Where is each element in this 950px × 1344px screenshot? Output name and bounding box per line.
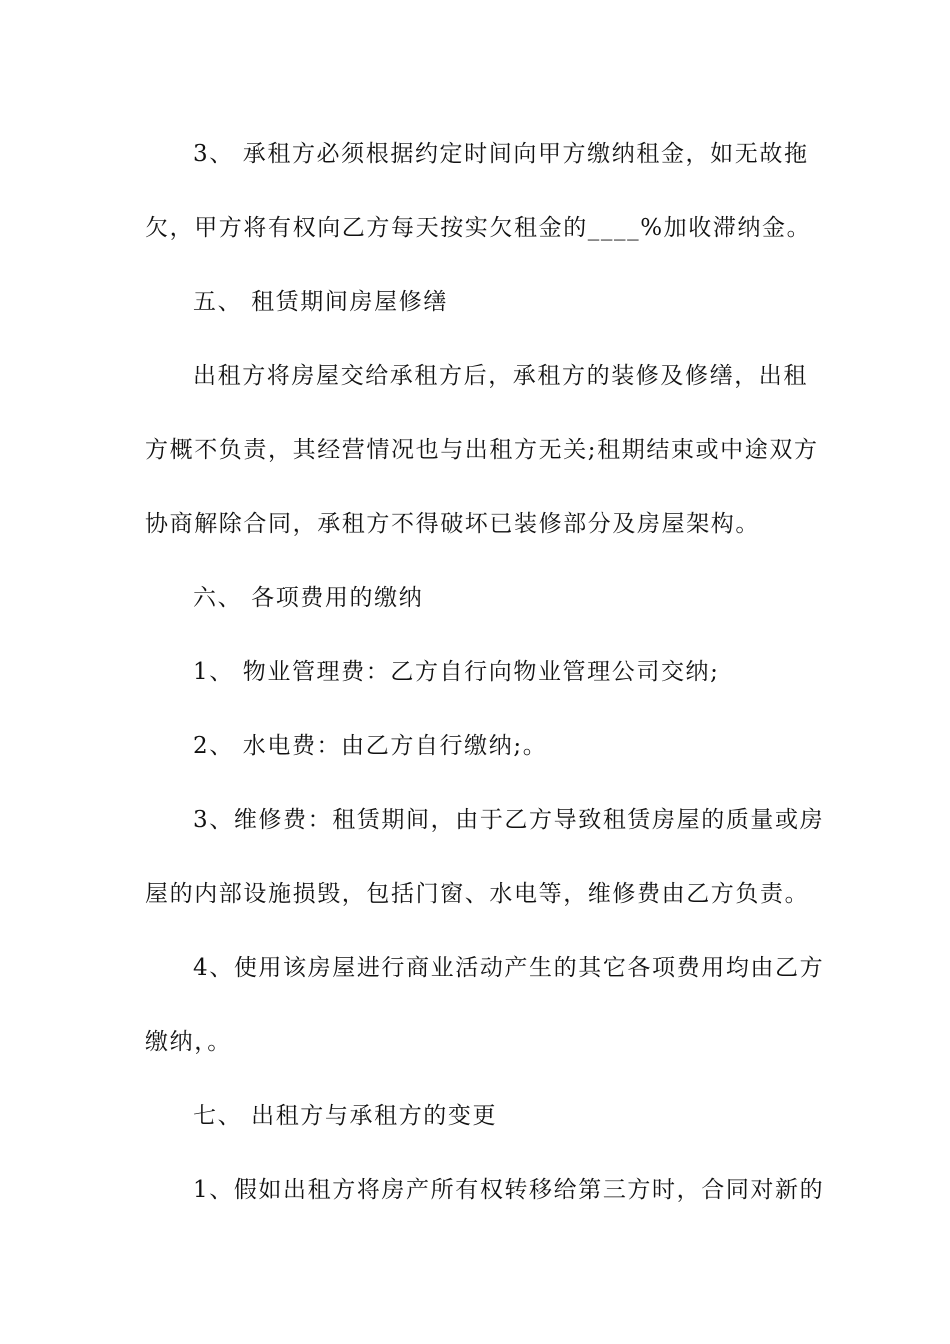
clause-4-other-fees-line-2: 缴纳，。 (145, 1029, 232, 1055)
clause-1-property-fee: 1、 物业管理费：乙方自行向物业管理公司交纳; (193, 659, 720, 685)
clause-4-other-fees-line-1: 4、使用该房屋进行商业活动产生的其它各项费用均由乙方 (193, 955, 825, 981)
section-7-clause-1-line-1: 1、假如出租方将房产所有权转移给第三方时，合同对新的 (193, 1177, 825, 1203)
section-6-heading: 六、 各项费用的缴纳 (193, 585, 424, 611)
section-5-paragraph-line-3: 协商解除合同，承租方不得破坏已装修部分及房屋架构。 (145, 511, 760, 537)
section-7-heading: 七、 出租方与承租方的变更 (193, 1103, 498, 1129)
section-5-heading: 五、 租赁期间房屋修缮 (193, 289, 448, 315)
clause-3-rent-payment-line-2: 欠，甲方将有权向乙方每天按实欠租金的____%加收滞纳金。 (145, 215, 812, 241)
clause-3-rent-payment-line-1: 3、 承租方必须根据约定时间向甲方缴纳租金，如无故拖 (193, 141, 809, 167)
clause-2-utilities-fee: 2、 水电费：由乙方自行缴纳;。 (193, 733, 548, 759)
clause-3-repair-fee-line-1: 3、维修费：租赁期间，由于乙方导致租赁房屋的质量或房 (193, 807, 825, 833)
section-5-paragraph-line-2: 方概不负责，其经营情况也与出租方无关;租期结束或中途双方 (145, 437, 819, 463)
section-5-paragraph-line-1: 出租方将房屋交给承租方后，承租方的装修及修缮，出租 (193, 363, 808, 389)
clause-3-repair-fee-line-2: 屋的内部设施损毁，包括门窗、水电等，维修费由乙方负责。 (145, 881, 810, 907)
